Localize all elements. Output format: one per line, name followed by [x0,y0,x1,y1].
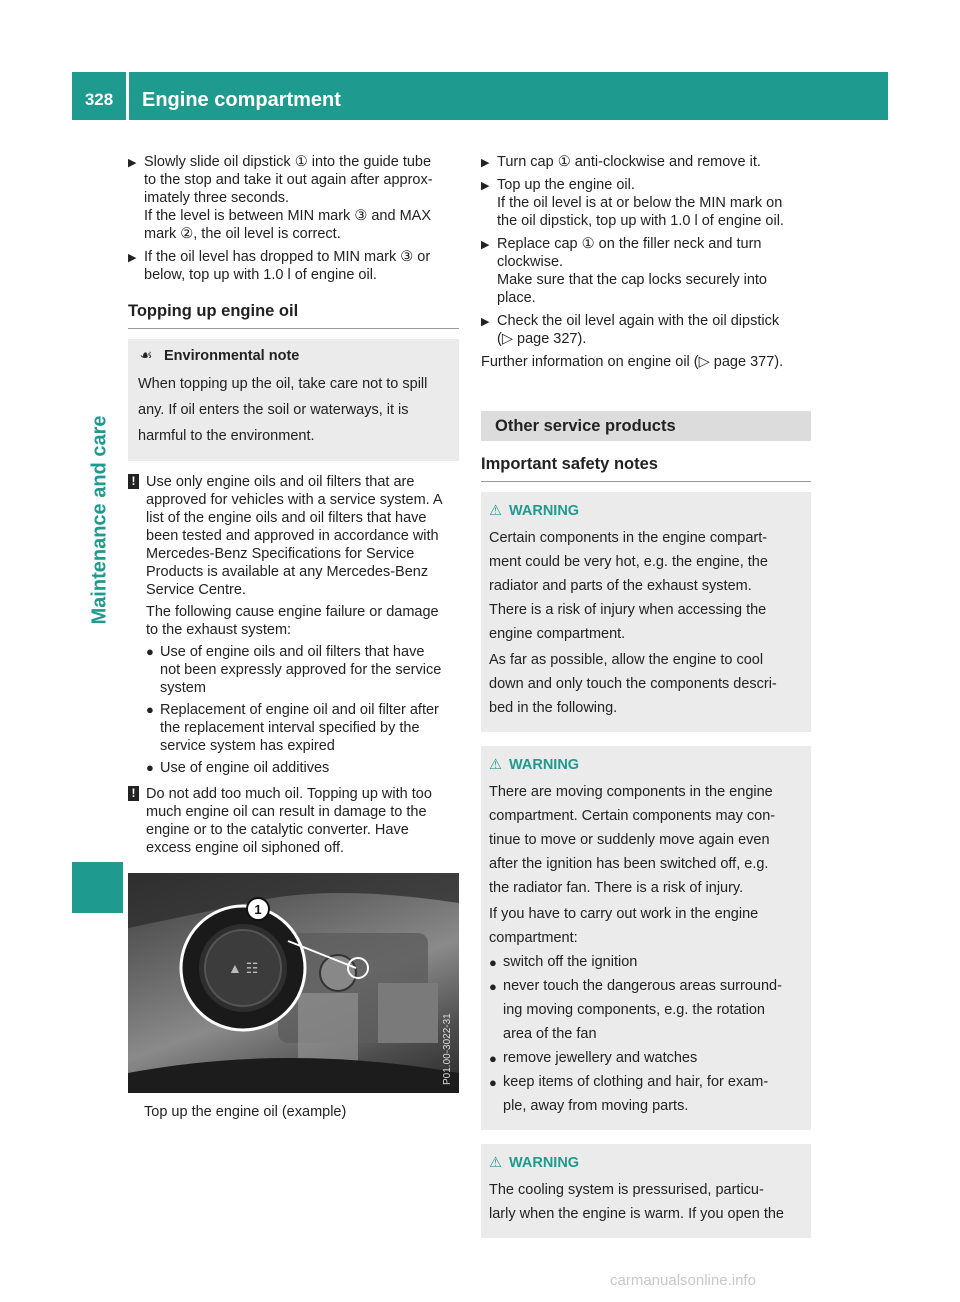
step-line: imately three seconds. [144,190,290,206]
page-number: 328 [84,90,114,109]
instruction-step [128,153,459,243]
bullet-icon: ● [146,702,154,717]
caution-line: to the exhaust system: [146,622,292,638]
list-item [489,976,801,1045]
warning-box [481,1144,811,1238]
step-arrow-icon: ▶ [481,316,490,328]
warning-box [481,746,811,1130]
step-arrow-icon: ▶ [128,252,137,264]
page-header [72,72,888,120]
warning-line: tinue to move or suddenly move again even [489,832,770,848]
bullet-icon: ● [146,760,154,775]
note-title [138,347,449,365]
note-title-text: Environmental note [164,348,300,364]
step-line: Replace cap ① on the filler neck and turn [497,236,762,252]
list-line: service system has expired [160,738,335,754]
site-watermark: carmanualsonline.info [610,1272,756,1289]
step-line: clockwise. [497,254,564,270]
exclamation-icon: ! [128,786,139,801]
caution-line: Use only engine oils and oil filters that are [146,474,415,490]
section-title-bar: Other service products [481,411,811,441]
warning-line: As far as possible, allow the engine to cool [489,652,764,668]
step-line: Check the oil level again with the oil dipstick [497,313,780,329]
list-line: Replacement of engine oil and oil filter after [160,702,439,718]
step-line: to the stop and take it out again after approx- [144,172,433,188]
note-line: any. If oil enters the soil or waterways, it is [138,402,409,418]
warning-title-text: WARNING [509,757,580,773]
caution-line: excess engine oil siphoned off. [146,840,345,856]
chapter-side-label [80,280,120,760]
step-arrow-icon: ▶ [128,157,137,169]
step-line: Make sure that the cap locks securely into [497,272,767,288]
instruction-step [128,248,459,284]
step-line: mark ②, the oil level is correct. [144,226,341,242]
page-title: Engine compartment [142,89,341,111]
chapter-label-text: Maintenance and care [88,415,111,625]
warning-line: larly when the engine is warm. If you open the [489,1206,784,1222]
list-line: not been expressly approved for the service [160,662,442,678]
list-line: remove jewellery and watches [503,1050,698,1066]
caution-line: Do not add too much oil. Topping up with too [146,786,432,802]
warning-line: down and only touch the components descri- [489,676,777,692]
warning-line: There is a risk of injury when accessing the [489,602,767,618]
bullet-icon: ● [146,644,154,659]
step-line: below, top up with 1.0 l of engine oil. [144,267,377,283]
list-item [489,1048,801,1069]
step-arrow-icon: ▶ [481,239,490,251]
figure-code: P01.00-3022-31 [442,1013,453,1085]
bullet-icon: ● [489,955,497,970]
note-line: harmful to the environment. [138,428,315,444]
caution-note [128,473,459,777]
leaf-icon: ☙ [139,348,153,364]
left-column [128,153,459,1121]
warning-line: ment could be very hot, e.g. the engine, the [489,554,768,570]
list-item [489,1072,801,1117]
list-line: ple, away from moving parts. [503,1098,689,1114]
instruction-step [481,235,811,307]
warning-title-text: WARNING [509,1155,580,1171]
list-line: never touch the dangerous areas surround- [503,978,782,994]
step-line: Top up the engine oil. [497,177,635,193]
list-line: keep items of clothing and hair, for exam- [503,1074,769,1090]
exclamation-icon: ! [128,474,139,489]
caution-line: Mercedes-Benz Specifications for Service [146,546,415,562]
instruction-step [481,153,811,171]
caution-line: much engine oil can result in damage to the [146,804,427,820]
instruction-step [481,312,811,348]
further-info-link[interactable]: Further information on engine oil (▷ page 377). [481,354,784,370]
warning-line: engine compartment. [489,626,626,642]
step-arrow-icon: ▶ [481,157,490,169]
warning-title [489,502,801,520]
instruction-step [481,176,811,230]
environmental-note [128,339,459,461]
bullet-icon: ● [489,1051,497,1066]
warning-line: compartment. Certain components may con- [489,808,776,824]
step-line: Slowly slide oil dipstick ① into the guide tube [144,154,432,170]
right-column [481,153,811,1252]
figure-caption: Top up the engine oil (example) [144,1104,347,1120]
caution-line: Service Centre. [146,582,246,598]
list-line: switch off the ignition [503,954,638,970]
warning-triangle-icon: ⚠ [489,1155,502,1171]
section-heading: Topping up engine oil [128,302,459,329]
warning-line: bed in the following. [489,700,618,716]
warning-title-text: WARNING [509,503,580,519]
list-line: area of the fan [503,1026,597,1042]
caution-note [128,785,459,857]
header-divider [126,72,129,120]
warning-triangle-icon: ⚠ [489,503,502,519]
step-line: (▷ page 327). [497,331,587,347]
caution-line: list of the engine oils and oil filters that have [146,510,427,526]
caution-line: engine or to the catalytic converter. Have [146,822,409,838]
warning-line: Certain components in the engine compart- [489,530,768,546]
list-line: ing moving components, e.g. the rotation [503,1002,765,1018]
section-heading: Important safety notes [481,455,811,482]
step-line: place. [497,290,536,306]
warning-title [489,1154,801,1172]
warning-line: There are moving components in the engine [489,784,773,800]
list-item [146,759,459,777]
engine-oil-photo [128,873,459,1093]
list-line: system [160,680,206,696]
list-line: Use of engine oils and oil filters that have [160,644,425,660]
engine-photo-illustration [128,873,459,1093]
note-line: When topping up the oil, take care not to spill [138,376,428,392]
list-line: the replacement interval specified by the [160,720,420,736]
list-item [489,952,801,973]
list-item [146,643,459,697]
step-line: Turn cap ① anti-clockwise and remove it. [497,154,761,170]
caution-line: Products is available at any Mercedes-Benz [146,564,429,580]
figure-callout: 1 [254,902,262,917]
step-line: If the level is between MIN mark ③ and MAX [144,208,431,224]
warning-line: compartment: [489,930,578,946]
step-line: If the oil level is at or below the MIN mark on [497,195,783,211]
list-line: Use of engine oil additives [160,760,330,776]
warning-line: after the ignition has been switched off, e.g. [489,856,769,872]
warning-line: radiator and parts of the exhaust system. [489,578,752,594]
step-line: If the oil level has dropped to MIN mark ③ or [144,249,431,265]
caution-line: been tested and approved in accordance with [146,528,439,544]
warning-title [489,756,801,774]
svg-text:▲ ☷: ▲ ☷ [228,960,259,976]
bullet-icon: ● [489,1075,497,1090]
chapter-marker-block [72,862,123,913]
warning-line: If you have to carry out work in the engine [489,906,759,922]
warning-triangle-icon: ⚠ [489,757,502,773]
warning-box [481,492,811,732]
caution-line: The following cause engine failure or damage [146,604,439,620]
caution-line: approved for vehicles with a service system. A [146,492,443,508]
step-arrow-icon: ▶ [481,180,490,192]
warning-line: The cooling system is pressurised, particu- [489,1182,764,1198]
bullet-icon: ● [489,979,497,994]
list-item [146,701,459,755]
step-line: the oil dipstick, top up with 1.0 l of engine oil. [497,213,784,229]
warning-line: the radiator fan. There is a risk of injury. [489,880,744,896]
